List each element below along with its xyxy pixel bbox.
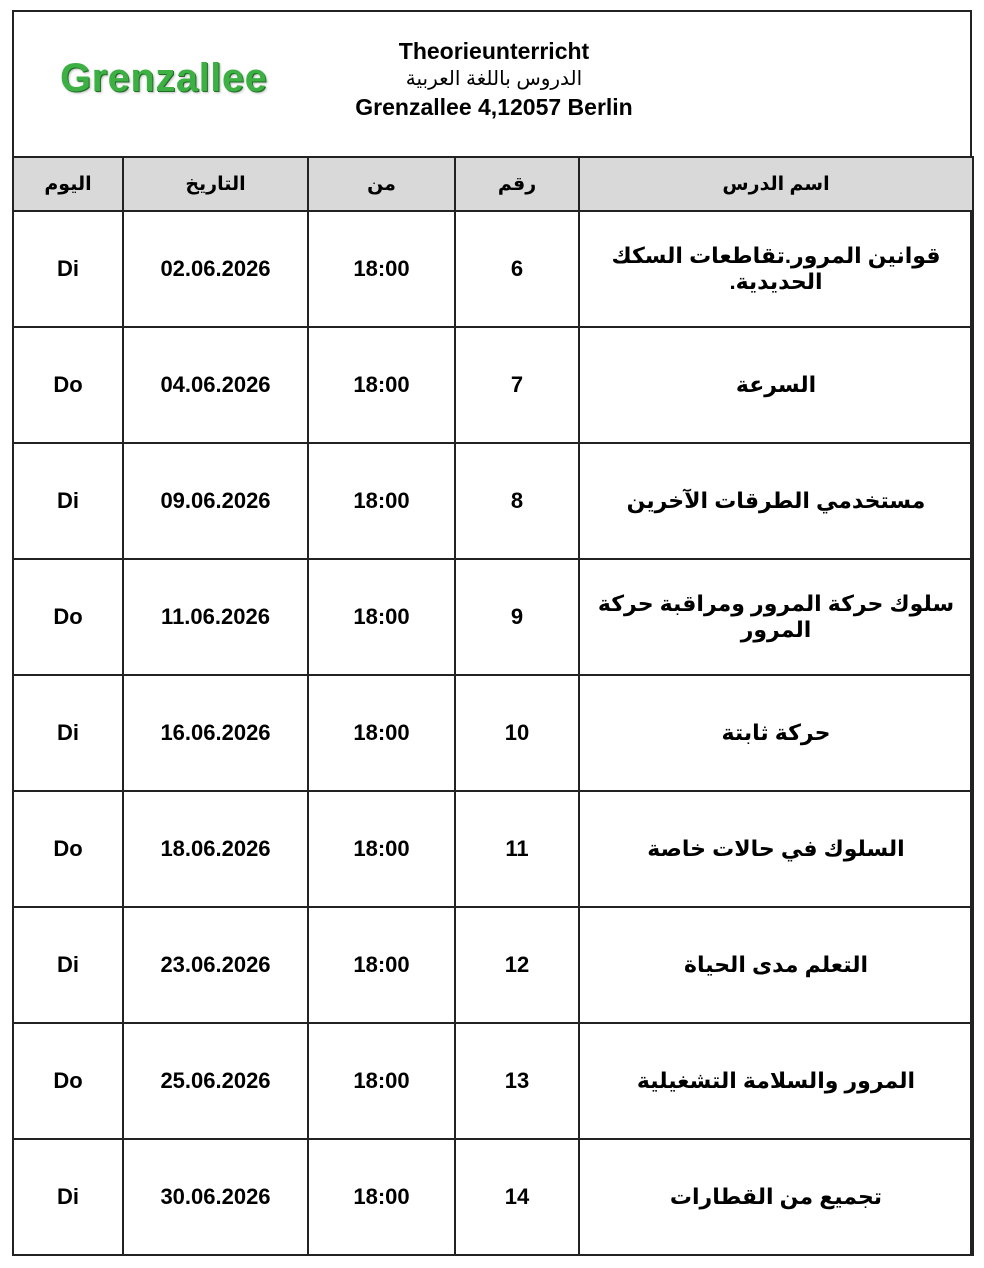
page-subtitle: الدروس باللغة العربية (405, 68, 583, 90)
table-row (13, 443, 973, 559)
cell-day: Do (13, 791, 123, 907)
table-header-row (13, 157, 973, 211)
schedule-sheet (12, 10, 972, 1256)
table-row (13, 1023, 973, 1139)
cell-number: 10 (455, 675, 579, 791)
brand-logo: Grenzallee (60, 56, 268, 100)
cell-day: Di (13, 1139, 123, 1255)
cell-lesson: حركة ثابتة (579, 675, 973, 791)
cell-number: 14 (455, 1139, 579, 1255)
cell-day: Di (13, 907, 123, 1023)
table-body (13, 211, 973, 1255)
cell-number: 11 (455, 791, 579, 907)
column-header-lesson: اسم الدرس (579, 157, 973, 211)
table-row (13, 327, 973, 443)
cell-number: 13 (455, 1023, 579, 1139)
column-header-from: من (308, 157, 455, 211)
address: Grenzallee 4,12057 Berlin (355, 94, 633, 120)
schedule-table (12, 156, 974, 1256)
cell-day: Di (13, 443, 123, 559)
cell-number: 6 (455, 211, 579, 327)
cell-date: 16.06.2026 (123, 675, 308, 791)
column-header-date: التاريخ (123, 157, 308, 211)
cell-time: 18:00 (308, 443, 455, 559)
table-row (13, 1139, 973, 1255)
cell-date: 09.06.2026 (123, 443, 308, 559)
cell-date: 02.06.2026 (123, 211, 308, 327)
cell-lesson: قوانين المرور.تقاطعات السكك الحديدية. (579, 211, 973, 327)
cell-day: Do (13, 559, 123, 675)
column-header-day: اليوم (13, 157, 123, 211)
cell-lesson: تجميع من القطارات (579, 1139, 973, 1255)
title-block (314, 36, 674, 122)
column-header-number: رقم (455, 157, 579, 211)
cell-time: 18:00 (308, 559, 455, 675)
document-header (14, 12, 970, 158)
cell-date: 18.06.2026 (123, 791, 308, 907)
table-row (13, 559, 973, 675)
cell-date: 25.06.2026 (123, 1023, 308, 1139)
cell-date: 23.06.2026 (123, 907, 308, 1023)
cell-day: Do (13, 327, 123, 443)
cell-number: 12 (455, 907, 579, 1023)
cell-date: 04.06.2026 (123, 327, 308, 443)
page-title: Theorieunterricht (398, 38, 590, 64)
table-row (13, 675, 973, 791)
cell-date: 11.06.2026 (123, 559, 308, 675)
cell-number: 8 (455, 443, 579, 559)
cell-time: 18:00 (308, 675, 455, 791)
table-row (13, 907, 973, 1023)
cell-lesson: التعلم مدى الحياة (579, 907, 973, 1023)
cell-lesson: السلوك في حالات خاصة (579, 791, 973, 907)
cell-time: 18:00 (308, 907, 455, 1023)
cell-day: Di (13, 211, 123, 327)
cell-time: 18:00 (308, 211, 455, 327)
cell-day: Di (13, 675, 123, 791)
cell-number: 9 (455, 559, 579, 675)
table-row (13, 791, 973, 907)
cell-lesson: المرور والسلامة التشغيلية (579, 1023, 973, 1139)
cell-lesson: سلوك حركة المرور ومراقبة حركة المرور (579, 559, 973, 675)
table-row (13, 211, 973, 327)
cell-time: 18:00 (308, 791, 455, 907)
cell-time: 18:00 (308, 327, 455, 443)
cell-time: 18:00 (308, 1023, 455, 1139)
cell-number: 7 (455, 327, 579, 443)
cell-lesson: السرعة (579, 327, 973, 443)
cell-time: 18:00 (308, 1139, 455, 1255)
cell-day: Do (13, 1023, 123, 1139)
cell-date: 30.06.2026 (123, 1139, 308, 1255)
cell-lesson: مستخدمي الطرقات الآخرين (579, 443, 973, 559)
